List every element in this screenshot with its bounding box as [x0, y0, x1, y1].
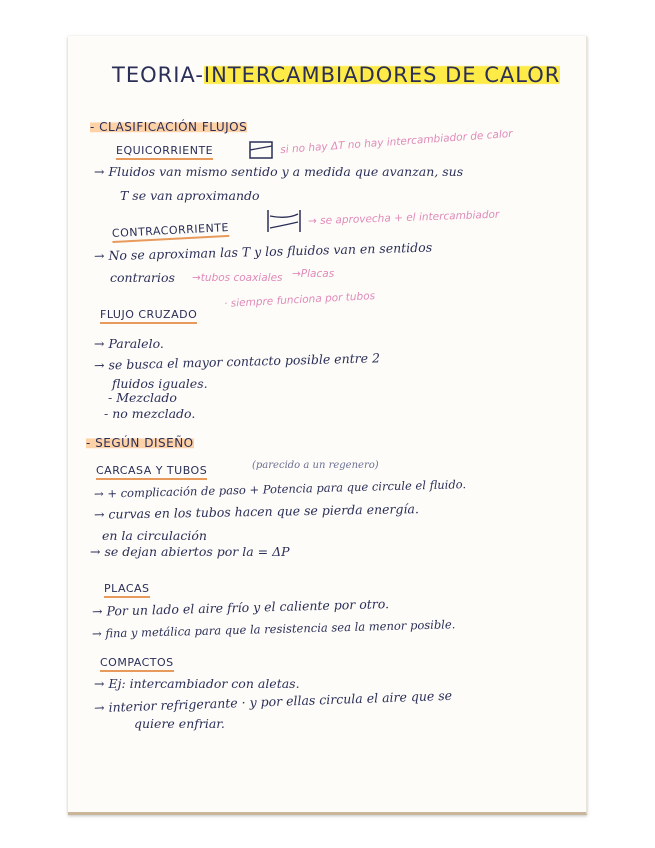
note-contracorriente: → se aprovecha + el intercambiador	[307, 208, 500, 228]
label-compactos: COMPACTOS	[100, 656, 174, 672]
text-equicorriente-1: → Fluidos van mismo sentido y a medida que avanzan, sus	[94, 164, 464, 179]
text-carcasa-2: → curvas en los tubos hacen que se pierda energía.	[93, 501, 419, 522]
note-tubos-coaxiales: →tubos coaxiales	[192, 272, 283, 284]
title-highlight: INTERCAMBIADORES DE CALOR	[203, 63, 561, 87]
label-flujo-cruzado: FLUJO CRUZADO	[100, 308, 197, 321]
label-placas: PLACAS	[104, 582, 150, 598]
parallel-flow-diagram-icon	[248, 140, 274, 160]
title-prefix: TEORIA-	[112, 63, 204, 87]
text-equicorriente-2: T se van aproximando	[120, 188, 260, 203]
note-placas: →Placas	[292, 268, 335, 280]
text-cruzado-2: → se busca el mayor contacto posible entre 2	[93, 350, 381, 373]
text-carcasa-3: en la circulación	[102, 528, 207, 543]
text-placas-2: → fina y metálica para que la resistencia sea la menor posible.	[91, 617, 456, 641]
text-cruzado-1: → Paralelo.	[94, 336, 164, 351]
counter-flow-diagram-icon	[264, 208, 304, 234]
text-carcasa-4: → se dejan abiertos por la = ΔP	[90, 544, 290, 559]
page-title	[112, 63, 560, 87]
label-carcasa-tubos: CARCASA Y TUBOS	[96, 464, 207, 480]
label-contracorriente: CONTRACORRIENTE	[112, 221, 230, 243]
text-carcasa-1: → + complicación de paso + Potencia para que circule el fluido.	[93, 477, 467, 501]
text-cruzado-4: - Mezclado	[108, 390, 177, 405]
text-compactos-3: quiere enfriar.	[134, 716, 225, 731]
note-flujo-cruzado: · siempre funciona por tubos	[223, 290, 376, 310]
section-heading-clasificacion: - CLASIFICACIÓN FLUJOS	[90, 120, 248, 134]
text-cruzado-3: fluidos iguales.	[112, 376, 208, 391]
section-heading-diseno: - SEGÚN DISEÑO	[86, 436, 194, 450]
text-contracorriente-2: contrarios	[110, 270, 175, 285]
text-cruzado-5: - no mezclado.	[104, 406, 196, 421]
text-contracorriente-1: → No se aproximan las T y los fluidos van en sentidos	[93, 239, 433, 264]
text-compactos-2: → interior refrigerante · y por ellas circula el aire que se	[93, 687, 453, 716]
notebook-page	[68, 36, 587, 815]
text-placas-1: → Por un lado el aire frío y el caliente por otro.	[91, 596, 390, 619]
note-equicorriente: si no hay ΔT no hay intercambiador de calor	[279, 127, 513, 157]
text-compactos-1: → Ej: intercambiador con aletas.	[94, 676, 300, 691]
note-carcasa-tubos: (parecido a un regenero)	[252, 460, 379, 471]
label-equicorriente: EQUICORRIENTE	[116, 144, 213, 160]
